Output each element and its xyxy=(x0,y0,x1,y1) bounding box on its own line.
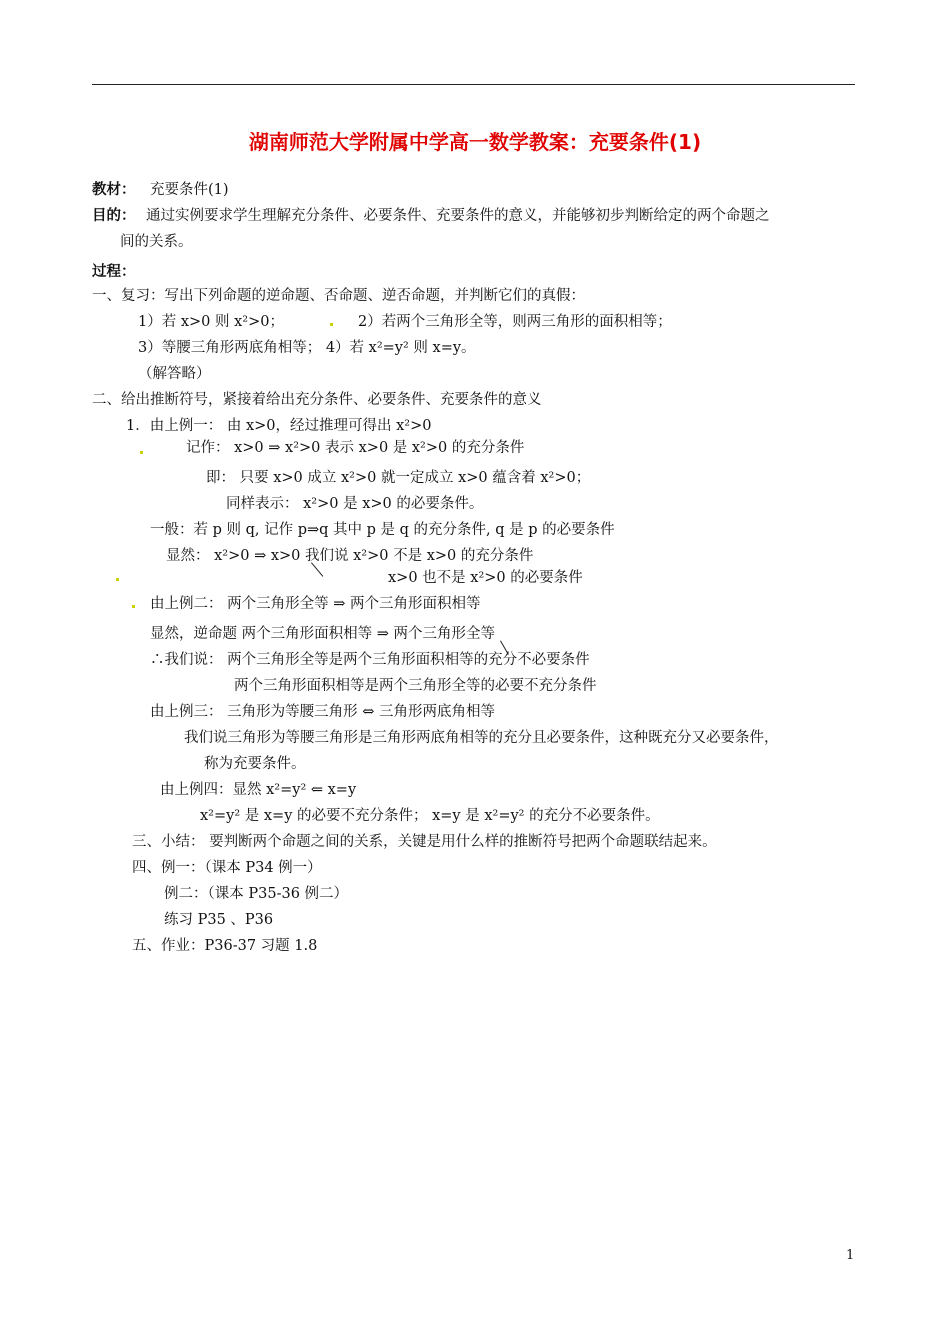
speck xyxy=(132,605,135,608)
goal-line-1: 通过实例要求学生理解充分条件、必要条件、充要条件的意义，并能够初步判断给定的两个命题之 xyxy=(146,208,770,224)
page-title: 湖南师范大学附属中学高一数学教案：充要条件(1) xyxy=(248,130,702,154)
example-2-line-d: 两个三角形面积相等是两个三角形全等的必要不充分条件 xyxy=(234,678,597,694)
example-1-obvious-2: x>0 也不是 x²>0 的必要条件 xyxy=(388,570,583,586)
section-2-heading: 二、给出推断符号，紧接着给出充分条件、必要条件、充要条件的意义 xyxy=(92,392,542,408)
page-number: 1 xyxy=(846,1248,855,1263)
goal-label: 目的： xyxy=(92,208,136,224)
section-4-example-1: 四、例一：（课本 P34 例一） xyxy=(132,860,322,876)
example-3-line-c: 称为充要条件。 xyxy=(204,756,306,772)
section-3-summary: 三、小结： 要判断两个命题之间的关系，关键是用什么样的推断符号把两个命题联结起来。 xyxy=(132,834,717,850)
speck xyxy=(140,451,143,454)
section-1-heading: 一、复习：写出下列命题的逆命题、否命题、逆否命题，并判断它们的真假： xyxy=(92,288,585,304)
review-item-3-4: 3）等腰三角形两底角相等； 4）若 x²=y² 则 x=y。 xyxy=(138,340,476,356)
example-1-line-c: 即： 只要 x>0 成立 x²>0 就一定成立 x>0 蕴含着 x²>0； xyxy=(206,470,591,486)
section-4-exercise: 练习 P35 、P36 xyxy=(164,912,274,928)
speck xyxy=(116,578,119,581)
material-value: 充要条件(1) xyxy=(150,182,229,198)
review-answer-note: （解答略） xyxy=(138,366,211,382)
example-2-line-b: 显然，逆命题 两个三角形面积相等 ⇒ 两个三角形全等 xyxy=(150,626,495,642)
example-1-line-a: 1．由上例一： 由 x>0，经过推理可得出 x²>0 xyxy=(126,418,432,434)
example-4-line-b: x²=y² 是 x=y 的必要不充分条件； x=y 是 x²=y² 的充分不必要条件。 xyxy=(200,808,660,824)
review-item-1: 1）若 x>0 则 x²>0； xyxy=(138,314,284,330)
example-1-line-d: 同样表示： x²>0 是 x>0 的必要条件。 xyxy=(226,496,484,512)
speck xyxy=(330,323,333,326)
section-5-homework: 五、作业：P36-37 习题 1.8 xyxy=(132,938,318,954)
example-4-line-a: 由上例四：显然 x²=y² ⇐ x=y xyxy=(160,782,357,798)
review-item-2: 2）若两个三角形全等，则两三角形的面积相等； xyxy=(358,314,672,330)
example-1-line-b: 记作： x>0 ⇒ x²>0 表示 x>0 是 x²>0 的充分条件 xyxy=(186,440,525,456)
example-3-line-b: 我们说三角形为等腰三角形是三角形两底角相等的充分且必要条件，这种既充分又必要条件， xyxy=(184,730,779,746)
goal-line-2: 间的关系。 xyxy=(120,234,193,250)
example-3-line-a: 由上例三： 三角形为等腰三角形 ⇔ 三角形两底角相等 xyxy=(150,704,495,720)
example-1-general: 一般：若 p 则 q, 记作 p⇒q 其中 p 是 q 的充分条件, q 是 p 的必要条件 xyxy=(150,522,615,538)
example-2-line-c: ∴我们说： 两个三角形全等是两个三角形面积相等的充分不必要条件 xyxy=(150,652,590,668)
material-label: 教材： xyxy=(92,182,136,198)
header-rule xyxy=(92,84,855,85)
section-4-example-2: 例二：（课本 P35-36 例二） xyxy=(164,886,349,902)
example-1-obvious: 显然： x²>0 ⇒ x>0 我们说 x²>0 不是 x>0 的充分条件 xyxy=(166,548,534,564)
process-label: 过程： xyxy=(92,264,136,280)
example-2-line-a: 由上例二： 两个三角形全等 ⇒ 两个三角形面积相等 xyxy=(150,596,481,612)
